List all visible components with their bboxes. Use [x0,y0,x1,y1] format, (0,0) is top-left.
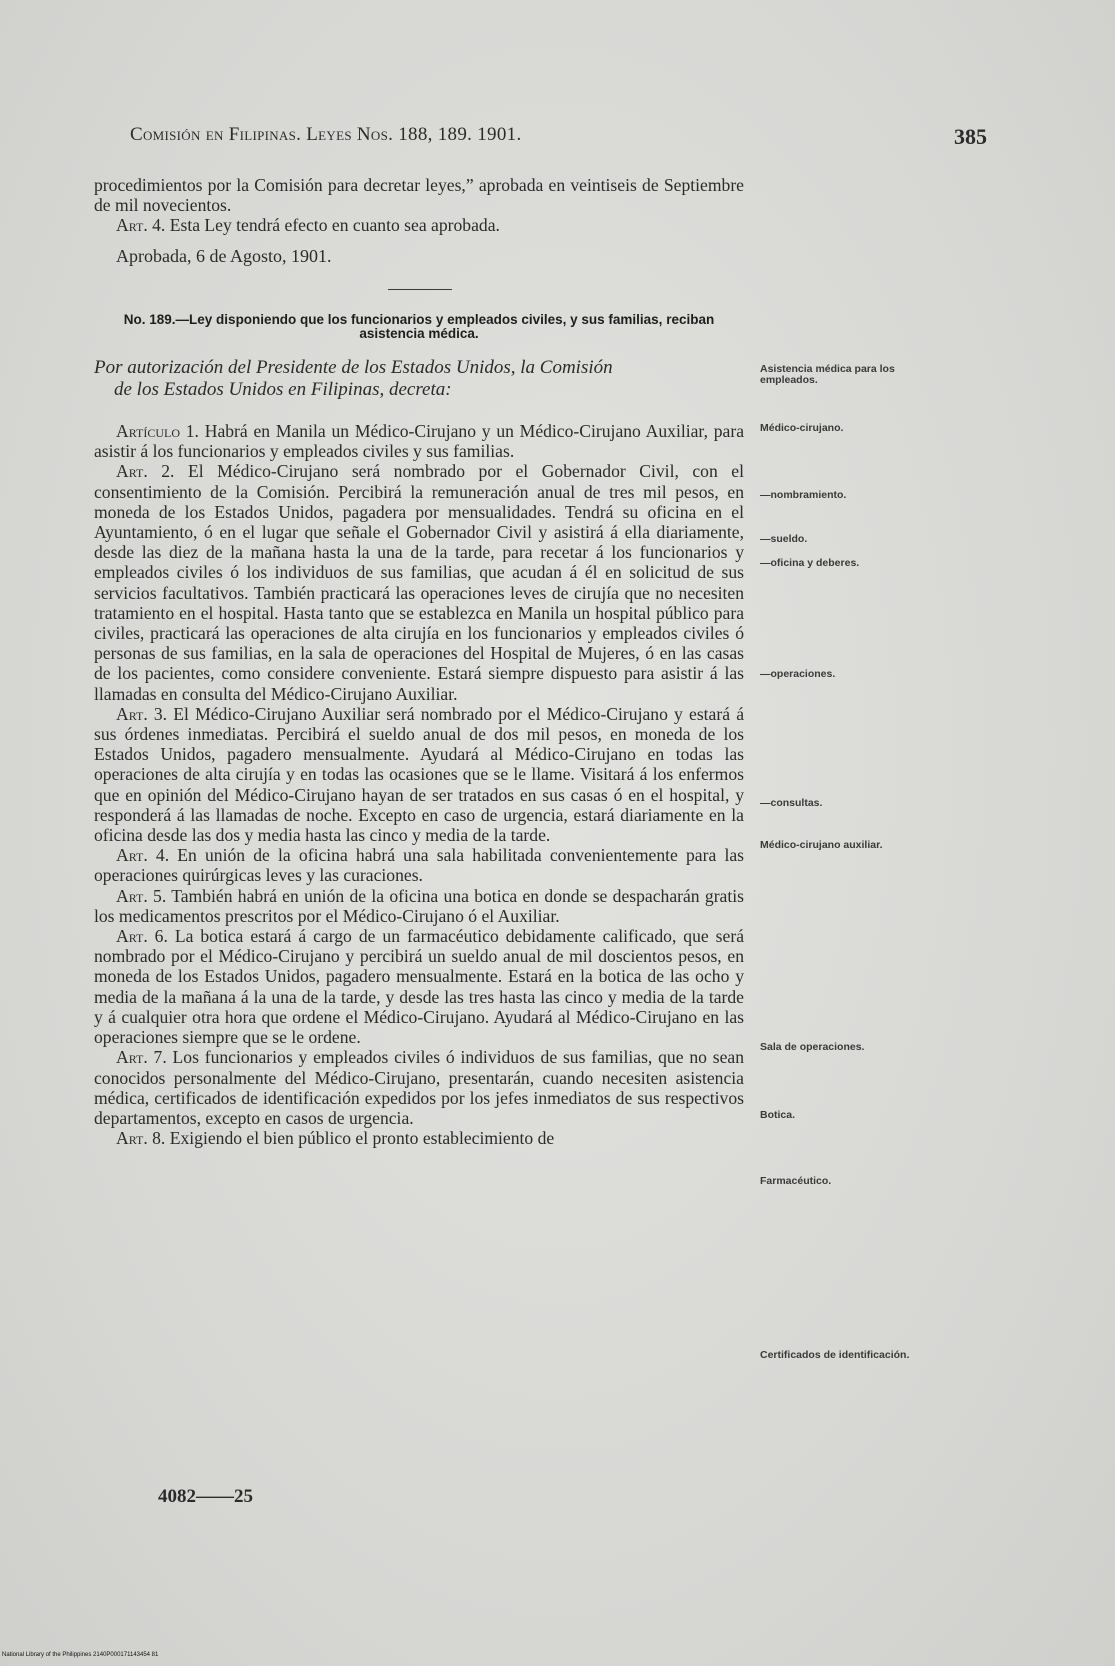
side-note: Farmacéutico. [760,1175,832,1187]
scan-credit: National Library of the Philippines 2140P000171143454 81 [2,1652,159,1658]
article-text: El Médico-Cirujano será nombrado por el Gobernador Civil, con el consentimiento de la Comisión. Percibirá la remuneración anual de tres mil pesos, en moneda de los Estados Unidos, pagadera por mensualidades. Tendrá su oficina en el Ayuntamiento, ó en el lugar que señale el Gobernador Civil y asistirá á ella diariamente, desde las diez de la mañana hasta la una de la tarde, para recetar á los funcionarios y empleados civiles ó los individuos de sus familias, que acudan á él en solicitud de sus servicios facultativos. También practicará las operaciones leves de cirujía que no necesiten tratamiento en el hospital. Hasta tanto que se establezca en Manila un hospital público para civiles, practicará las operaciones de alta cirujía en los funcionarios y empleados civiles ó personas de sus familias, en la sala de operaciones del Hospital de Mujeres, ó en las casas de los pacientes, como considere conveniente. Estará siempre dispuesto para asistir á las llamadas en consulta del Médico-Cirujano Auxiliar. [94,461,744,704]
side-note: Asistencia médica para los empleados. [760,363,895,386]
article-4 [94,845,744,885]
side-note: Sala de operaciones. [760,1041,865,1053]
law-title [94,313,744,341]
article-label: Art. 7. [116,1047,167,1068]
article-text: En unión de la oficina habrá una sala habilitada convenientemente para las operaciones quirúrgicas leves y las curaciones. [94,845,744,886]
article-5 [94,886,744,926]
enacting-line-2: de los Estados Unidos en Filipinas, decreta: [114,379,452,400]
section-divider [388,289,452,290]
previous-law-text [94,175,744,236]
enacting-line-1: Por autorización del Presidente de los Estados Unidos, la Comisión [94,357,613,378]
article-2 [94,461,744,703]
articles-body [94,421,744,1148]
page-number: 385 [954,124,987,149]
article-7 [94,1047,744,1128]
article-label: Art. 6. [116,926,168,947]
article-text: El Médico-Cirujano Auxiliar será nombrado por el Médico-Cirujano y estará á sus órdenes inmediatas. Percibirá el sueldo anual de dos mil pesos, en moneda de los Estados Unidos, pagadero mensualmente. Ayudará al Médico-Cirujano en todas las operaciones de alta cirujía y en todas las ocasiones que se le llame. Visitará á los enfermos que en opinión del Médico-Cirujano hayan de ser tratados en sus casas ó en el hospital, y responderá á las llamadas de noche. Excepto en caso de urgencia, estará diariamente en la oficina desde las dos y media hasta las cinco y media de la tarde. [94,703,745,846]
article-label: Artículo 1. [116,421,199,441]
law-title-text: —Ley disponiendo que los funcionarios y empleados civiles, y sus familias, reciban asistencia médica. [175,312,715,341]
article-6 [94,926,744,1047]
side-note: —nombramiento. [760,489,847,501]
enacting-clause [94,357,744,401]
article-4-prev [94,215,744,235]
article-text: Habrá en Manila un Médico-Cirujano y un Médico-Cirujano Auxiliar, para asistir á los funcionarios y empleados civiles y sus familias. [94,421,745,462]
side-note: Certificados de identificación. [760,1349,910,1361]
article-label: Art. 4. [116,215,166,236]
side-note: —operaciones. [760,668,836,680]
article-label: Art. 3. [116,703,168,724]
article-text: Esta Ley tendrá efecto en cuanto sea aprobada. [169,215,500,236]
article-text: La botica estará á cargo de un farmacéutico debidamente calificado, que será nombrado por el Médico-Cirujano y percibirá un sueldo anual de mil doscientos pesos, en moneda de los Estados Unidos, pagadero mensualmente. Estará en la botica de las ocho y media de la mañana á la una de la tarde, y desde las tres hasta las cinco y media de la tarde y á cualquier otra hora que ordene el Médico-Cirujano. Ayudará al Médico-Cirujano en las operaciones siempre que se le ordene. [94,926,745,1048]
article-text: Los funcionarios y empleados civiles ó individuos de sus familias, que no sean conocidos personalmente del Médico-Cirujano, presentarán, cuando necesiten asistencia médica, certificados de identificación expedidos por los jefes inmediatos de sus respectivos departamentos, excepto en casos de urgencia. [94,1047,744,1128]
article-label: Art. 8. [116,1128,166,1149]
article-8 [94,1128,744,1148]
printer-signature: 4082——25 [158,1486,253,1507]
article-label: Art. 4. [116,845,170,866]
side-note: —sueldo. [760,533,808,545]
side-note: Botica. [760,1109,796,1121]
side-note: —consultas. [760,797,823,809]
running-header: Comisión en Filipinas. Leyes Nos. 188, 189. 1901. [130,124,522,145]
article-1 [94,421,744,461]
side-note: Médico-cirujano auxiliar. [760,839,883,851]
article-text: Exigiendo el bien público el pronto establecimiento de [169,1128,555,1149]
article-3 [94,704,744,845]
article-text: También habrá en unión de la oficina una botica en donde se despacharán gratis los medicamentos prescritos por el Médico-Cirujano ó el Auxiliar. [94,885,744,926]
article-label: Art. 5. [116,885,167,906]
article-label: Art. 2. [116,461,175,482]
law-number: No. 189. [123,312,176,327]
side-note: —oficina y deberes. [760,557,860,569]
side-note: Médico-cirujano. [760,422,844,434]
approval-date: Aprobada, 6 de Agosto, 1901. [116,246,332,266]
paragraph-continuation: procedimientos por la Comisión para decretar leyes,” aprobada en veintiseis de Septiembre de mil novecientos. [94,175,744,216]
